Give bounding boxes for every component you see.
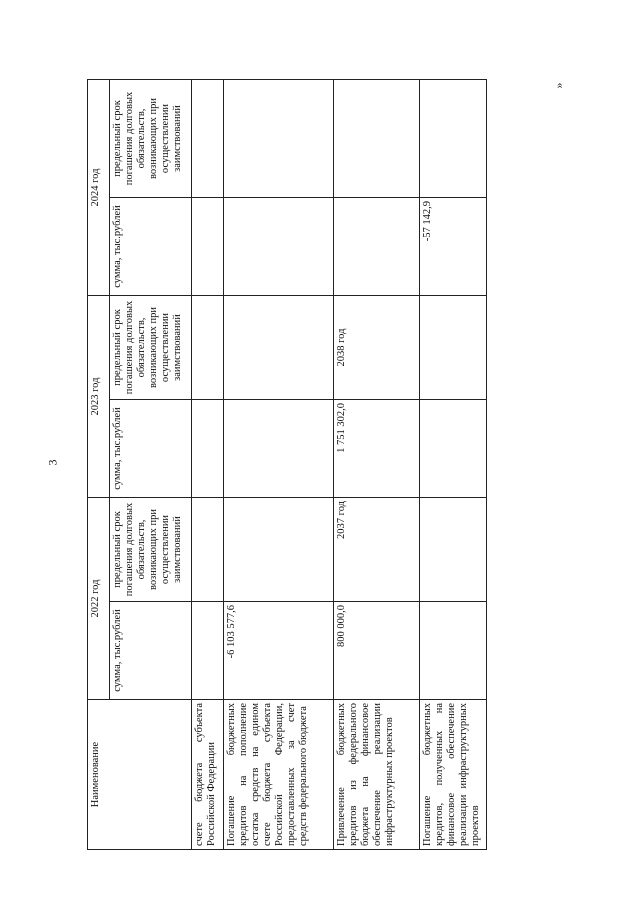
table-frame xyxy=(87,80,486,850)
cell xyxy=(224,198,334,296)
cell xyxy=(192,498,224,602)
cell: -57 142,9 xyxy=(420,198,487,296)
header-sum-2023: сумма, тыс.рублей xyxy=(110,400,192,498)
table-row xyxy=(420,80,487,850)
cell: 2037 год xyxy=(334,498,420,602)
cell xyxy=(420,80,487,198)
page-number: 3 xyxy=(45,459,60,466)
table-row xyxy=(224,80,334,850)
header-term-2024: предельный срок погашения долговых обязательств, возникающих при осуществлении заимствований xyxy=(110,80,192,198)
cell: 1 751 302,0 xyxy=(334,400,420,498)
header-name: Наименование xyxy=(88,700,192,850)
cell xyxy=(224,498,334,602)
cell: 2038 год xyxy=(334,296,420,400)
row-name: Погашение бюджетных кредитов, полученных на финансовое обеспечение реализации инфраструктурных проектов xyxy=(420,700,487,850)
cell xyxy=(192,400,224,498)
header-sum-2024: сумма, тыс.рублей xyxy=(110,198,192,296)
table-rotated-container xyxy=(87,80,486,850)
cell: -6 103 577,6 xyxy=(224,602,334,700)
cell xyxy=(192,80,224,198)
header-year-2023: 2023 год xyxy=(88,296,110,498)
cell xyxy=(224,80,334,198)
cell xyxy=(224,400,334,498)
header-year-2022: 2022 год xyxy=(88,498,110,700)
cell xyxy=(192,602,224,700)
cell xyxy=(420,602,487,700)
row-name: Погашение бюджетных кредитов на пополнение остатка средств на едином счете бюджета субъекта Российской Федерации, предоставленных за счет средств федерального бюджета xyxy=(224,700,334,850)
cell xyxy=(334,80,420,198)
cell: 800 000,0 xyxy=(334,602,420,700)
header-sum-2022: сумма, тыс.рублей xyxy=(110,602,192,700)
header-term-2022: предельный срок погашения долговых обязательств, возникающих при осуществлении заимствований xyxy=(110,498,192,602)
cell xyxy=(224,296,334,400)
cell xyxy=(192,296,224,400)
cell xyxy=(334,198,420,296)
table-row xyxy=(334,80,420,850)
row-name: счете бюджета субъекта Российской Федерации xyxy=(192,700,224,850)
header-year-2024: 2024 год xyxy=(88,80,110,296)
cell xyxy=(420,296,487,400)
row-name: Привлечение бюджетных кредитов из федерального бюджета на финансовое обеспечение реализации инфраструктурных проектов xyxy=(334,700,420,850)
borrowing-table xyxy=(87,79,487,850)
continuation-mark: » xyxy=(551,82,566,89)
cell xyxy=(420,400,487,498)
header-term-2023: предельный срок погашения долговых обязательств, возникающих при осуществлении заимствований xyxy=(110,296,192,400)
cell xyxy=(420,498,487,602)
table-row xyxy=(192,80,224,850)
cell xyxy=(192,198,224,296)
